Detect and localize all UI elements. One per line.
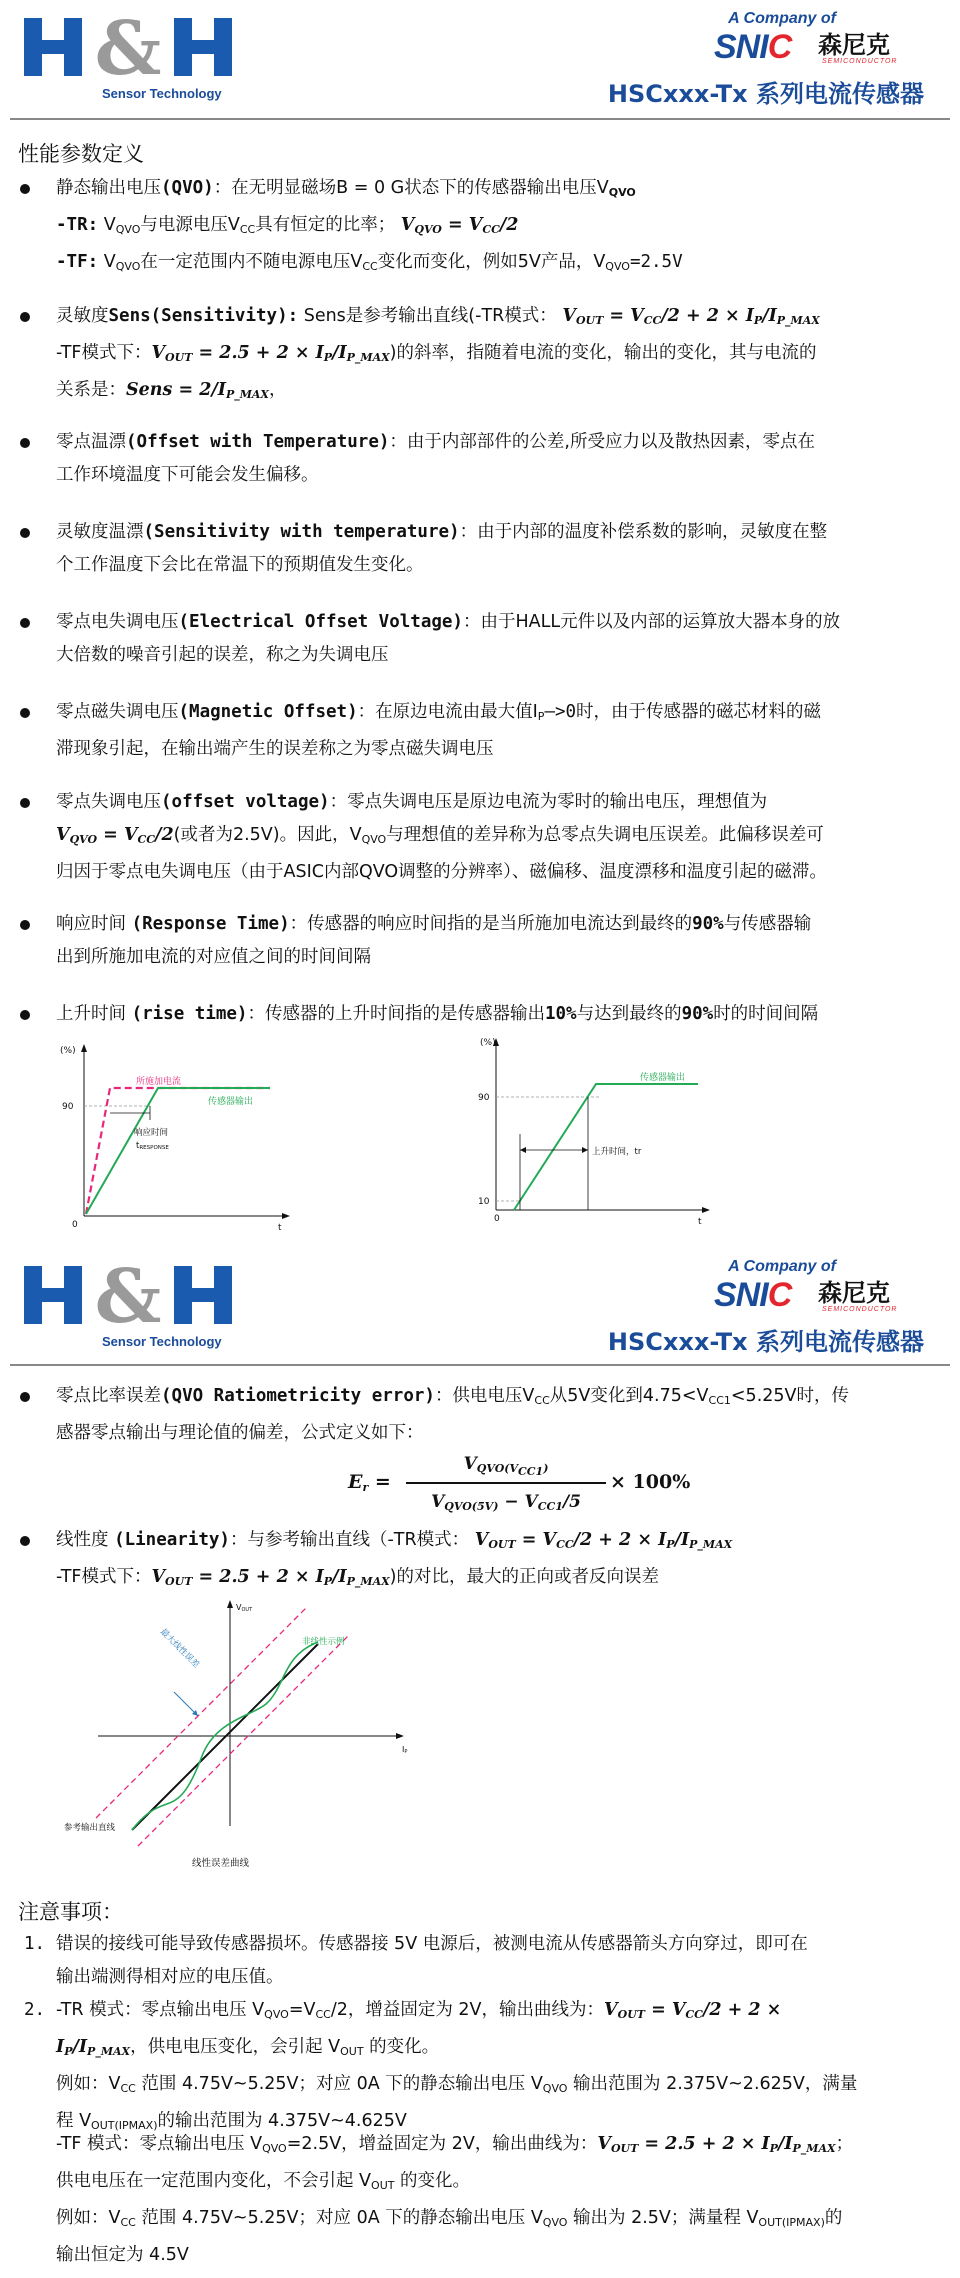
brand-subtitle: Sensor Technology xyxy=(102,86,222,101)
hh-logo xyxy=(24,14,234,100)
header-divider xyxy=(10,118,950,120)
bullet xyxy=(20,708,30,718)
y-axis-label: VOUT xyxy=(236,1603,253,1613)
company-of-label: A Company of xyxy=(728,10,836,27)
notes-title: 注意事项： xyxy=(18,1900,123,1924)
y-axis-arrow xyxy=(227,1600,233,1608)
legend-sensor-output: 传感器输出 xyxy=(640,1073,686,1083)
max-error-label: 最大线性误差 xyxy=(157,1627,202,1671)
tick-0: 0 xyxy=(494,1214,500,1224)
rise-arrow-head-r xyxy=(582,1147,588,1153)
snic-logo xyxy=(714,1276,924,1322)
bullet xyxy=(20,312,30,322)
company-of-label: A Company of xyxy=(728,1258,836,1275)
header-divider xyxy=(10,1364,950,1366)
snic-semiconductor: SEMICONDUCTOR xyxy=(822,58,898,65)
x-axis-label: t xyxy=(278,1223,282,1233)
tick-10: 10 xyxy=(478,1197,490,1207)
linearity-definition: 线性度 (Linearity)：与参考输出直线（-TR模式： $V_{OUT} = V_{CC}/2 + 2 \times I_P/I_{P\_MAX}$ -TF模式下：$V_{OUT} = 2.5 + 2 \times I_P/I_{P\_MAX}$)的对比，最大的正向或者反向误差 xyxy=(56,1530,733,1588)
tick-90: 90 xyxy=(478,1093,490,1103)
response-time-diagram xyxy=(50,1040,310,1236)
y-axis-arrow xyxy=(81,1044,87,1052)
upper-bound-line xyxy=(96,1608,306,1818)
ratio-error-formula: $E_r$ = $V_{QVO(V_{CC1})}$ $V_{QVO(5V)} - V_{CC1}/5$ × 100% xyxy=(348,1454,691,1513)
ref-line-label: 参考输出直线 xyxy=(64,1823,116,1833)
sens-temp-definition: 灵敏度温漂(Sensitivity with temperature)：由于内部的温度补偿系数的影响，灵敏度在整 个工作温度下会比在常温下的预期值发生变化。 xyxy=(56,522,828,575)
lower-bound-line xyxy=(138,1636,348,1846)
response-time-label: 响应时间 xyxy=(134,1128,169,1138)
qvo-definition: 静态输出电压(QVO)：在无明显磁场B = 0 G状态下的传感器输出电压$V_{QVO}$ -TR: $V_{QVO}$与电源电压$V_{CC}$具有恒定的比率； $V_{QVO} = V_{CC}/2$ -TF: $V_{QVO}$在一定范围内不随电源电压$V_{CC}$变化而变化，例如5V产品，$V_{QVO}=2.5V$ xyxy=(56,178,683,273)
note-2-number: 2. xyxy=(24,2000,46,2020)
page-header xyxy=(0,0,960,118)
section-title: 性能参数定义 xyxy=(18,142,144,166)
response-time-definition: 响应时间 (Response Time)：传感器的响应时间指的是当所施加电流达到最终的90%与传感器输 出到所施加电流的对应值之间的时间间隔 xyxy=(56,914,812,967)
hh-logo-graphic xyxy=(24,14,234,84)
hh-logo xyxy=(24,1262,234,1348)
sensitivity-definition: 灵敏度Sens(Sensitivity): Sens是参考输出直线(-TR模式： $V_{OUT} = V_{CC}/2 + 2 \times I_P/I_{P\_MAX}$ -TF模式下：$V_{OUT} = 2.5 + 2 \times I_P/I_{P\_MAX}$)的斜率，指随着电流的变化，输出的变化，其与电流的 关系是：Sens = $2/I_{P\_MAX}$， xyxy=(56,306,820,401)
svg-text:&: & xyxy=(94,1262,162,1332)
rise-arrow-head-l xyxy=(520,1147,526,1153)
note-1: 错误的接线可能导致传感器损坏。传感器接 5V 电源后，被测电流从传感器箭头方向穿过，即可在 输出端测得相对应的电压值。 xyxy=(56,1934,808,1987)
legend-applied-current: 所施加电流 xyxy=(136,1077,182,1087)
product-title: HSCxxx-Tx 系列电流传感器 xyxy=(607,80,924,108)
linearity-diagram xyxy=(56,1596,436,1876)
bullet xyxy=(20,1536,30,1546)
note-2-tf: -TF 模式：零点输出电压 $V_{QVO}=2.5V$，增益固定为 2V，输出曲线为：$V_{OUT} = 2.5 + 2 \times I_P/I_{P\_MAX}$； 供电电压在一定范围内变化，不会引起 $V_{OUT}$ 的变化。 例如：$V_{CC}$ 范围 4.75V~5.25V；对应 0A 下的静态输出电压 $V_{QVO}$ 输出为 2.5V；满量程 $V_{OUT(IPMAX)}$的 输出恒定为 4.5V xyxy=(56,2134,854,2265)
bullet xyxy=(20,528,30,538)
tick-90: 90 xyxy=(62,1102,74,1112)
bullet xyxy=(20,1392,30,1402)
offset-temp-definition: 零点温漂(Offset with Temperature)：由于内部部件的公差,所受应力以及散热因素，零点在 工作环境温度下可能会发生偏移。 xyxy=(56,432,815,485)
bullet xyxy=(20,1010,30,1020)
snic-brand-b: C xyxy=(767,28,792,66)
svg-text:&: & xyxy=(94,14,162,84)
linearity-caption: 线性误差曲线 xyxy=(192,1858,250,1869)
x-axis-label: t xyxy=(698,1217,702,1227)
rise-time-definition: 上升时间 (rise time)：传感器的上升时间指的是传感器输出10%与达到最终的90%时的时间间隔 xyxy=(56,1004,819,1024)
y-unit-label: (%) xyxy=(480,1038,496,1048)
x-axis-arrow xyxy=(702,1207,710,1213)
x-axis-arrow xyxy=(282,1213,290,1219)
snic-brand-b: C xyxy=(767,1276,792,1314)
snic-semiconductor: SEMICONDUCTOR xyxy=(822,1306,898,1313)
page-header-2 xyxy=(0,1248,960,1366)
snic-logo xyxy=(714,28,924,74)
rise-time-label: 上升时间，tr xyxy=(592,1147,642,1157)
bullet xyxy=(20,920,30,930)
snic-brand-a: SNI xyxy=(714,1276,768,1314)
snic-cn-name: 森尼克 xyxy=(818,1279,890,1307)
mag-offset-definition: 零点磁失调电压(Magnetic Offset)：在原边电流由最大值$I_P—>0$时，由于传感器的磁芯材料的磁 滞现象引起，在输出端产生的误差称之为零点磁失调电压 xyxy=(56,702,822,759)
tick-0: 0 xyxy=(72,1220,78,1230)
elec-offset-definition: 零点电失调电压(Electrical Offset Voltage)：由于HALL元件以及内部的运算放大器本身的放 大倍数的噪音引起的误差，称之为失调电压 xyxy=(56,612,841,665)
legend-sensor-output: 传感器输出 xyxy=(208,1097,254,1107)
note-1-number: 1. xyxy=(24,1934,46,1954)
reference-line xyxy=(132,1644,318,1830)
snic-brand-a: SNI xyxy=(714,28,768,66)
nonlinear-label: 非线性示例 xyxy=(302,1637,345,1647)
bullet xyxy=(20,798,30,808)
note-2-tr: -TR 模式：零点输出电压 $V_{QVO}=V_{CC}/2$，增益固定为 2V，输出曲线为：$V_{OUT} = V_{CC}/2 + 2$ × $I_P/I_{P\_MAX}$，供电电压变化，会引起 $V_{OUT}$ 的变化。 例如：$V_{CC}$ 范围 4.75V~5.25V；对应 0A 下的静态输出电压 $V_{QVO}$ 输出范围为 2.375V~2.625V，满量 程 $V_{OUT(IPMAX)}$的输出范围为 4.375V~4.625V xyxy=(56,2000,858,2132)
y-unit-label: (%) xyxy=(60,1046,76,1056)
bullet xyxy=(20,618,30,628)
bullet xyxy=(20,184,30,194)
ratio-error-definition: 零点比率误差(QVO Ratiometricity error)：供电电压$V_{CC}$从5V变化到$4.75<V_{CC1}<5.25V$时，传 感器零点输出与理论值的偏差，公式定义如下： xyxy=(56,1386,849,1443)
product-title: HSCxxx-Tx 系列电流传感器 xyxy=(607,1328,924,1356)
snic-cn-name: 森尼克 xyxy=(818,31,890,59)
offset-voltage-definition: 零点失调电压(offset voltage)：零点失调电压是原边电流为零时的输出电压，理想值为 $V_{QVO} = V_{CC}/2$(或者为2.5V)。因此，$V_{QVO}$与理想值的差异称为总零点失调电压误差。此偏移误差可 归因于零点电失调电压（由于ASIC内部QVO调整的分辨率）、磁偏移、温度漂移和温度引起的磁滞。 xyxy=(56,792,827,882)
rise-time-diagram xyxy=(470,1034,730,1230)
bullet xyxy=(20,438,30,448)
x-axis-label: IP xyxy=(402,1745,408,1755)
x-axis-arrow xyxy=(396,1733,404,1739)
brand-subtitle: Sensor Technology xyxy=(102,1334,222,1349)
hh-logo-graphic xyxy=(24,1262,234,1332)
t-response-label: tRESPONSE xyxy=(136,1141,169,1151)
